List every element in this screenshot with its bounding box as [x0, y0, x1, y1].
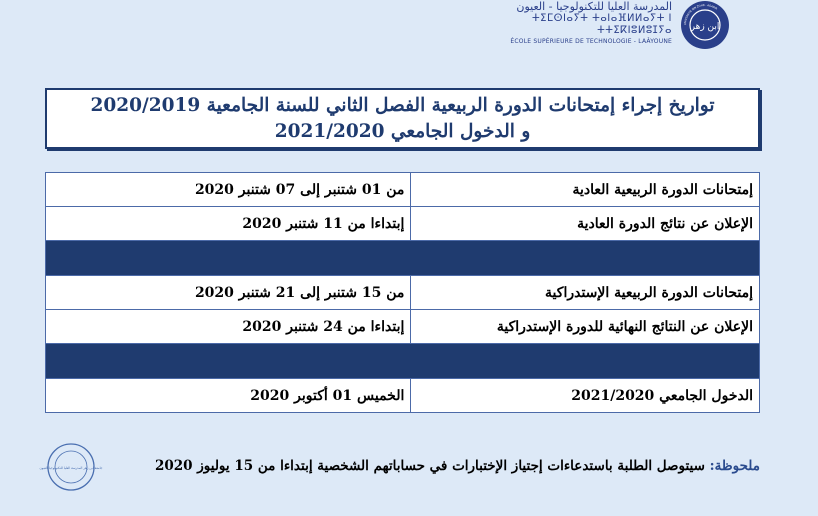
university-logo	[680, 0, 730, 50]
logo-text: ابن زهر	[690, 22, 720, 32]
note-text: سيتوصل الطلبة باستدعاءات إجتياز الإختبارات في حساباتهم الشخصية إبتداءا من 15 يوليوز 2020	[154, 458, 705, 474]
school-name-block	[494, 0, 672, 46]
table-row	[46, 379, 760, 413]
separator-row	[46, 344, 760, 379]
school-header	[488, 0, 818, 60]
table-row	[46, 276, 760, 310]
date-cell: إبتداءا من 24 شتنبر 2020	[46, 310, 411, 344]
logo-ring-text: UNIVERSITÉ IBN ZOHR - AGADIR	[683, 3, 718, 26]
event-cell: الإعلان عن النتائج النهائية للدورة الإستدراكية	[411, 310, 760, 344]
school-stamp	[39, 442, 103, 492]
date-cell: الخميس 01 أكتوبر 2020	[46, 379, 411, 413]
date-cell: من 01 شتنبر إلى 07 شتنبر 2020	[46, 173, 411, 207]
separator-row	[46, 241, 760, 276]
school-name-french: ÉCOLE SUPÉRIEURE DE TECHNOLOGIE - LAÂYOUNE	[510, 38, 672, 45]
event-cell: الدخول الجامعي 2021/2020	[411, 379, 760, 413]
table-row	[46, 207, 760, 241]
page-title-box	[45, 88, 760, 149]
school-name-arabic: المدرسة العليا للتكنولوجيا - العيون	[516, 0, 672, 13]
note-label: ملحوظة:	[709, 458, 760, 474]
page-title-line1: تواريخ إجراء إمتحانات الدورة الربيعية الفصل الثاني للسنة الجامعية 2020/2019	[90, 95, 715, 116]
page-title-line2: و الدخول الجامعي 2021/2020	[274, 121, 531, 142]
date-cell: من 15 شتنبر إلى 21 شتنبر 2020	[46, 276, 411, 310]
table-row	[46, 310, 760, 344]
event-cell: الإعلان عن نتائج الدورة العادية	[411, 207, 760, 241]
date-cell: إبتداءا من 11 شتنبر 2020	[46, 207, 411, 241]
schedule-table	[45, 172, 760, 413]
note	[155, 458, 760, 474]
event-cell: إمتحانات الدورة الربيعية الإستدراكية	[411, 276, 760, 310]
separator-cell	[46, 241, 760, 276]
stamp-text: جامعة ابن زهر المدرسة العليا للتكنولوجيا العيون	[39, 466, 103, 470]
separator-cell	[46, 344, 760, 379]
school-name-tifinagh: ⵜⵉⵎⵙⵏⴰⵢⵜ ⵜⴰⵏⴰⴼⵍⵍⴰⵢⵜ ⵏ ⵜⵜⵉⴽⵏⵓⵍⵓⵊⵢⴰ	[531, 13, 672, 36]
table-row	[46, 173, 760, 207]
event-cell: إمتحانات الدورة الربيعية العادية	[411, 173, 760, 207]
